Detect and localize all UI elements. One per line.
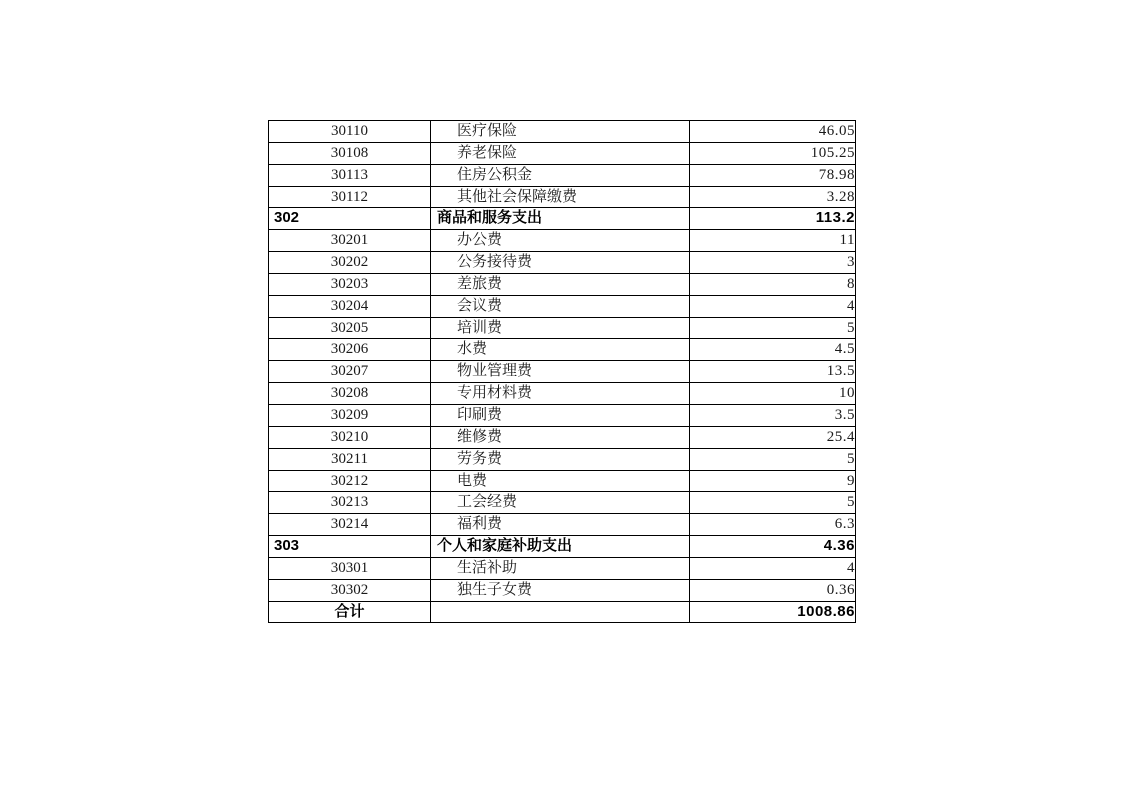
item-name-cell: 劳务费	[431, 448, 690, 470]
code-cell: 30301	[269, 557, 431, 579]
table-row	[269, 230, 856, 252]
code-cell: 30203	[269, 273, 431, 295]
code-cell: 30212	[269, 470, 431, 492]
code-cell: 30209	[269, 404, 431, 426]
table-row	[269, 492, 856, 514]
amount-cell: 6.3	[690, 514, 856, 536]
amount-cell: 4.5	[690, 339, 856, 361]
table-row	[269, 317, 856, 339]
table-row	[269, 273, 856, 295]
table-row	[269, 295, 856, 317]
amount-cell: 5	[690, 317, 856, 339]
budget-table-body	[269, 121, 856, 623]
amount-cell: 3.5	[690, 404, 856, 426]
code-cell: 合计	[269, 601, 431, 623]
code-cell: 30205	[269, 317, 431, 339]
item-name-cell: 个人和家庭补助支出	[431, 536, 690, 558]
table-row	[269, 404, 856, 426]
amount-cell: 8	[690, 273, 856, 295]
amount-cell: 78.98	[690, 164, 856, 186]
item-name-cell: 差旅费	[431, 273, 690, 295]
amount-cell: 3.28	[690, 186, 856, 208]
amount-cell: 4.36	[690, 536, 856, 558]
code-cell: 30206	[269, 339, 431, 361]
amount-cell: 1008.86	[690, 601, 856, 623]
amount-cell: 13.5	[690, 361, 856, 383]
item-name-cell: 养老保险	[431, 142, 690, 164]
table-row	[269, 426, 856, 448]
table-row	[269, 361, 856, 383]
amount-cell: 11	[690, 230, 856, 252]
table-row	[269, 208, 856, 230]
code-cell: 30113	[269, 164, 431, 186]
code-cell: 30110	[269, 121, 431, 143]
code-cell: 30204	[269, 295, 431, 317]
table-row	[269, 142, 856, 164]
amount-cell: 9	[690, 470, 856, 492]
item-name-cell: 会议费	[431, 295, 690, 317]
code-cell: 30302	[269, 579, 431, 601]
amount-cell: 4	[690, 295, 856, 317]
amount-cell: 4	[690, 557, 856, 579]
amount-cell: 3	[690, 252, 856, 274]
code-cell: 30211	[269, 448, 431, 470]
item-name-cell: 生活补助	[431, 557, 690, 579]
item-name-cell: 水费	[431, 339, 690, 361]
item-name-cell: 其他社会保障缴费	[431, 186, 690, 208]
table-row	[269, 470, 856, 492]
code-cell: 30210	[269, 426, 431, 448]
code-cell: 30213	[269, 492, 431, 514]
code-cell: 302	[269, 208, 431, 230]
item-name-cell: 公务接待费	[431, 252, 690, 274]
budget-table	[268, 120, 856, 623]
table-row	[269, 121, 856, 143]
item-name-cell: 印刷费	[431, 404, 690, 426]
table-row	[269, 383, 856, 405]
amount-cell: 113.2	[690, 208, 856, 230]
item-name-cell: 电费	[431, 470, 690, 492]
table-row	[269, 536, 856, 558]
code-cell: 30207	[269, 361, 431, 383]
code-cell: 303	[269, 536, 431, 558]
amount-cell: 46.05	[690, 121, 856, 143]
code-cell: 30108	[269, 142, 431, 164]
amount-cell: 5	[690, 448, 856, 470]
item-name-cell: 医疗保险	[431, 121, 690, 143]
amount-cell: 105.25	[690, 142, 856, 164]
table-row	[269, 579, 856, 601]
table-row	[269, 339, 856, 361]
item-name-cell: 商品和服务支出	[431, 208, 690, 230]
table-row	[269, 514, 856, 536]
item-name-cell: 办公费	[431, 230, 690, 252]
amount-cell: 0.36	[690, 579, 856, 601]
item-name-cell	[431, 601, 690, 623]
code-cell: 30214	[269, 514, 431, 536]
code-cell: 30112	[269, 186, 431, 208]
item-name-cell: 工会经费	[431, 492, 690, 514]
amount-cell: 10	[690, 383, 856, 405]
item-name-cell: 培训费	[431, 317, 690, 339]
amount-cell: 5	[690, 492, 856, 514]
item-name-cell: 物业管理费	[431, 361, 690, 383]
item-name-cell: 维修费	[431, 426, 690, 448]
code-cell: 30201	[269, 230, 431, 252]
item-name-cell: 住房公积金	[431, 164, 690, 186]
table-row	[269, 448, 856, 470]
table-row	[269, 164, 856, 186]
table-row	[269, 252, 856, 274]
table-row	[269, 601, 856, 623]
code-cell: 30208	[269, 383, 431, 405]
table-row	[269, 557, 856, 579]
table-row	[269, 186, 856, 208]
amount-cell: 25.4	[690, 426, 856, 448]
code-cell: 30202	[269, 252, 431, 274]
item-name-cell: 独生子女费	[431, 579, 690, 601]
item-name-cell: 福利费	[431, 514, 690, 536]
item-name-cell: 专用材料费	[431, 383, 690, 405]
